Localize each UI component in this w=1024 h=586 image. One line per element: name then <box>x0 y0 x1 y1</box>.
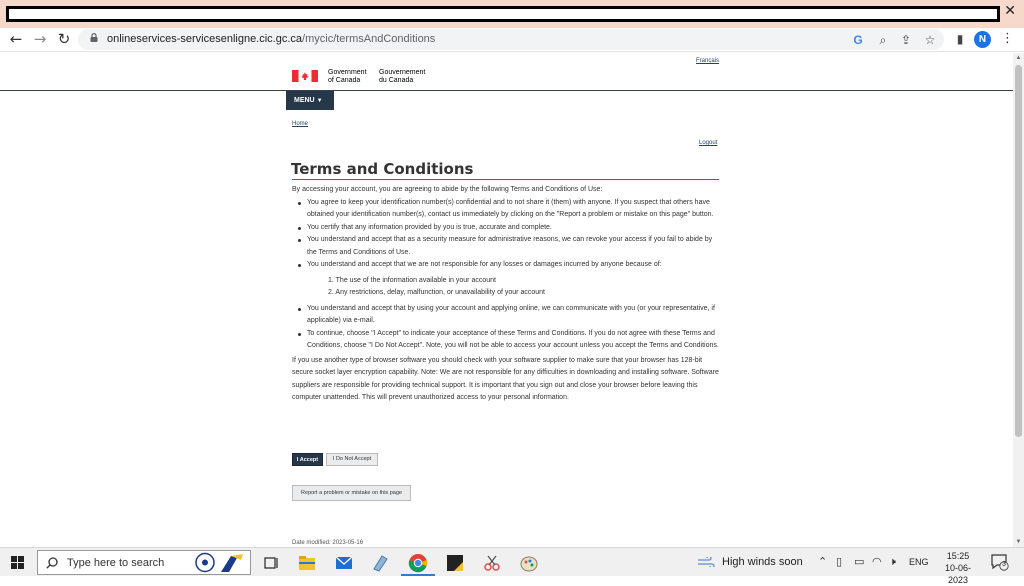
file-explorer-icon[interactable] <box>297 553 317 573</box>
snipping-tool-icon[interactable] <box>482 553 502 573</box>
forward-icon[interactable]: → <box>33 30 47 48</box>
wind-weather-icon[interactable] <box>697 557 715 567</box>
volume-icon[interactable]: 🕨 <box>889 555 896 568</box>
liability-list-item: 1. The use of the information available in your account <box>328 276 496 284</box>
liability-list <box>292 275 722 300</box>
battery-icon[interactable]: ▭ <box>854 555 865 568</box>
clock-date: 10-06-2023 <box>944 563 971 585</box>
title-underline <box>292 179 719 180</box>
profile-avatar[interactable]: N <box>974 31 991 48</box>
search-highlight-soccer-icon[interactable] <box>195 552 245 573</box>
date-modified: Date modified: 2023-05-16 <box>292 540 364 546</box>
scroll-down-icon[interactable]: ▼ <box>1015 539 1022 545</box>
notes-app-icon[interactable] <box>370 553 390 573</box>
browser-security-note: If you use another type of browser software you should check with your software supplier to make sure that your browser has 128-bit secure socket layer encryption capability. Note: We are not responsible for any difficulties in downloading and installing software. Software suppliers are responsible for providing technical support. It is important that you sign out and close your browser before leaving this computer unattended. This will prevent unauthorized access to your personal information. <box>292 356 719 401</box>
google-lens-icon[interactable]: G <box>853 33 863 47</box>
breadcrumb-home-link[interactable]: Home <box>292 121 309 127</box>
search-placeholder: Type here to search <box>67 557 165 569</box>
windows-start-icon[interactable] <box>11 556 24 569</box>
clock-time: 15:25 <box>946 551 970 561</box>
lock-icon[interactable] <box>90 33 98 42</box>
bookmark-star-icon[interactable]: ☆ <box>924 33 936 47</box>
mail-icon[interactable] <box>334 553 354 573</box>
report-problem-button[interactable]: Report a problem or mistake on this page <box>292 485 411 501</box>
terms-list-item: You agree to keep your identification number(s) confidential and to not share it (them) with anyone. If you suspect that others have obtained your identification number(s), contact us immediately by clicking on the "Report a problem or mistake on this page" button. <box>307 197 722 222</box>
page-viewport <box>0 53 1013 547</box>
terms-content <box>292 184 722 405</box>
header-divider <box>0 90 1013 91</box>
liability-list-item: 2. Any restrictions, delay, malfunction, or unavailability of your account <box>328 289 545 296</box>
language-toggle-link[interactable]: Français <box>696 58 720 64</box>
terms-intro: By accessing your account, you are agreeing to abide by the following Terms and Conditions of Use: <box>292 186 603 193</box>
taskbar-search-box[interactable] <box>37 550 251 575</box>
logo-text-french: Gouvernement du Canada <box>379 69 426 84</box>
browser-toolbar <box>0 28 1024 52</box>
share-icon[interactable]: ⇪ <box>900 33 912 47</box>
more-options-icon[interactable]: ⋮ <box>1001 31 1014 46</box>
scroll-up-icon[interactable]: ▲ <box>1015 55 1022 61</box>
sticky-notes-icon[interactable] <box>445 553 465 573</box>
notification-center-icon[interactable] <box>991 554 1009 571</box>
chrome-icon[interactable] <box>408 553 428 573</box>
terms-list-item: You understand and accept that we are not responsible for any losses or damages incurred by anyone because of: <box>307 259 722 272</box>
url-text[interactable]: onlineservices-servicesenligne.cic.gc.ca/mycic/termsAndConditions <box>107 33 436 45</box>
back-icon[interactable]: ← <box>9 30 23 48</box>
task-view-icon[interactable] <box>262 553 282 573</box>
logo-text-english: Government of Canada <box>328 69 367 84</box>
system-clock[interactable] <box>936 550 980 586</box>
terms-list-item: To continue, choose "I Accept" to indicate your acceptance of these Terms and Conditions. If you do not agree with these Terms and Conditions, choose "I Do Not Accept". Note, you will not be able to access your account unless you accept the Terms and Conditions. <box>307 328 722 353</box>
browser-tab-strip[interactable] <box>6 6 1000 22</box>
page-title: Terms and Conditions <box>291 160 474 178</box>
accept-button[interactable]: I Accept <box>292 453 323 466</box>
input-language[interactable]: ENG <box>909 557 929 567</box>
chevron-down-icon: ▼ <box>316 98 323 104</box>
zoom-search-icon[interactable]: ⌕ <box>879 33 887 47</box>
wifi-icon[interactable]: ◠ <box>872 555 882 568</box>
close-window-icon[interactable]: ✕ <box>1004 3 1016 19</box>
notification-count: 3 <box>1002 561 1006 568</box>
terms-list <box>292 197 722 272</box>
terms-list-item: You understand and accept that by using your account and applying online, we can communicate with you (or your representative, if applicable) via e-mail. <box>307 303 722 328</box>
address-bar[interactable] <box>78 29 944 50</box>
chevron-up-icon[interactable]: ⌃ <box>818 555 828 568</box>
scrollbar-thumb[interactable] <box>1015 65 1022 437</box>
weather-status[interactable]: High winds soon <box>722 556 803 568</box>
windows-taskbar <box>0 547 1024 585</box>
terms-list-item: You certify that any information provided by you is true, accurate and complete. <box>307 222 722 235</box>
search-icon <box>46 557 58 569</box>
logout-link[interactable]: Logout <box>699 140 718 146</box>
page-scrollbar[interactable] <box>1013 53 1024 547</box>
meet-now-icon[interactable]: ▯ <box>836 555 843 568</box>
reload-icon[interactable]: ↻ <box>57 30 71 48</box>
terms-list-continued <box>292 303 722 353</box>
paint-icon[interactable] <box>519 553 539 573</box>
decline-button[interactable]: I Do Not Accept <box>326 453 378 466</box>
side-panel-icon[interactable]: ▮ <box>956 32 964 46</box>
terms-list-item: You understand and accept that as a security measure for administrative reasons, we can revoke your access if you fail to abide by the Terms and Conditions of Use. <box>307 234 722 259</box>
menu-button[interactable]: MENU ▼ <box>286 91 334 110</box>
canada-flag-icon <box>292 70 318 82</box>
browser-title-bar <box>0 0 1024 28</box>
